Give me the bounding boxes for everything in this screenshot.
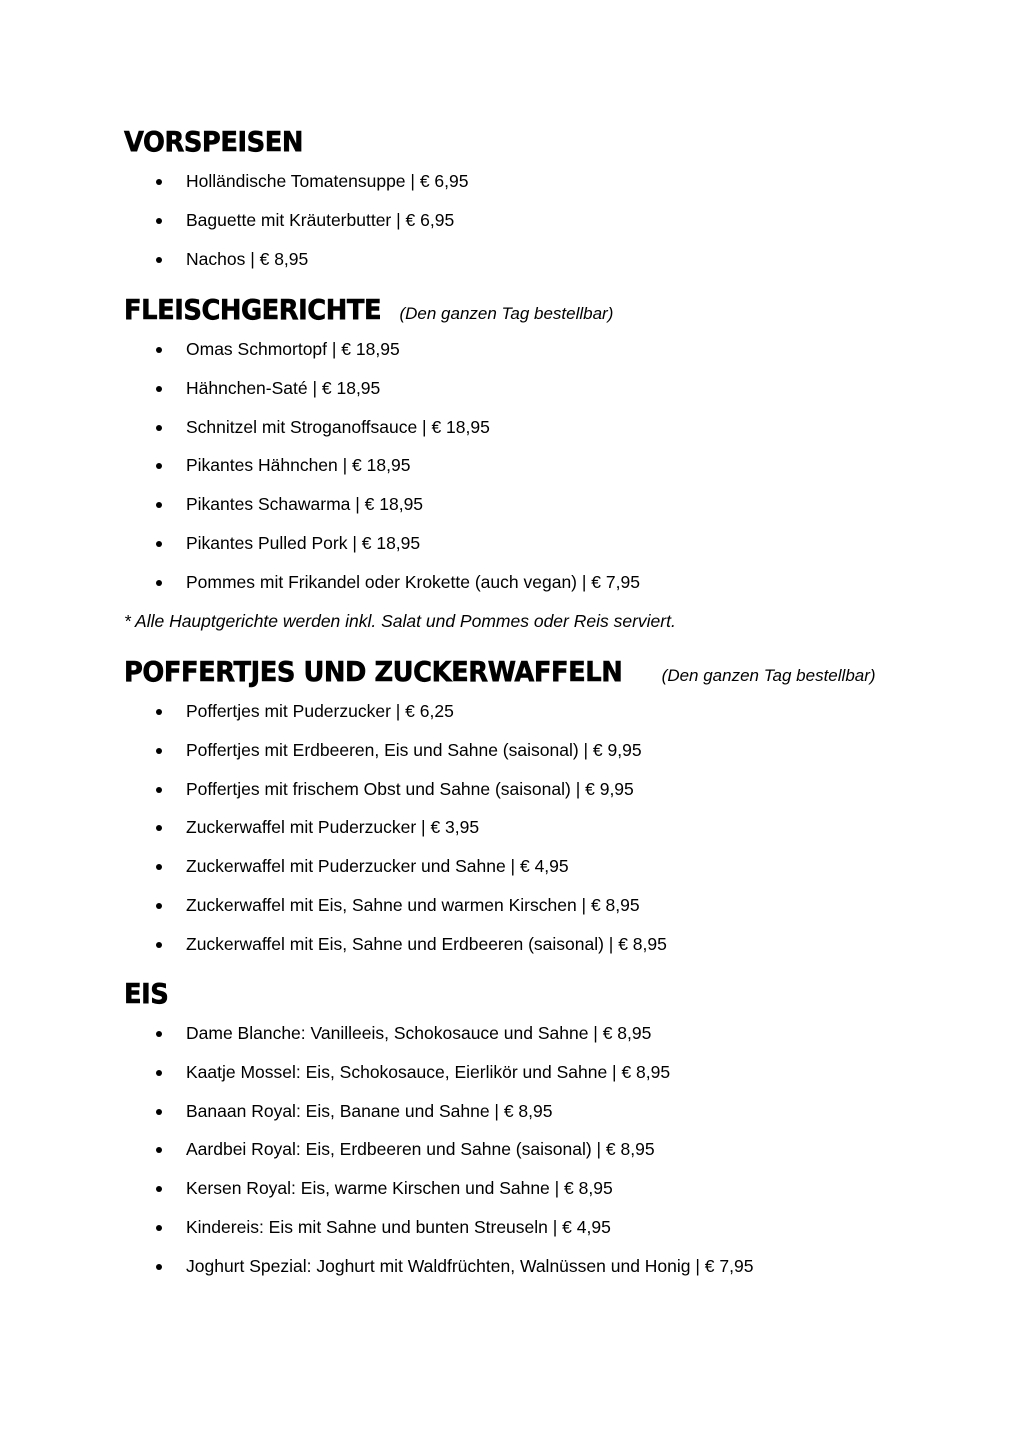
- menu-list: [124, 1014, 753, 1286]
- menu-item: Omas Schmortopf | € 18,95: [124, 330, 676, 369]
- menu-item: Baguette mit Kräuterbutter | € 6,95: [124, 201, 468, 240]
- section-heading: FLEISCHGERICHTE: [124, 293, 382, 326]
- footnote: * Alle Hauptgerichte werden inkl. Salat und Pommes oder Reis serviert.: [124, 610, 676, 631]
- menu-item: Banaan Royal: Eis, Banane und Sahne | € 8,95: [124, 1092, 753, 1131]
- section-vorspeisen: [124, 122, 468, 278]
- menu-item: Kersen Royal: Eis, warme Kirschen und Sahne | € 8,95: [124, 1169, 753, 1208]
- section-title-row: [124, 122, 468, 162]
- section-poffertjes: [124, 652, 876, 964]
- menu-item: Zuckerwaffel mit Puderzucker und Sahne | € 4,95: [124, 847, 876, 886]
- menu-item: Poffertjes mit Erdbeeren, Eis und Sahne (saisonal) | € 9,95: [124, 731, 876, 770]
- menu-item: Aardbei Royal: Eis, Erdbeeren und Sahne (saisonal) | € 8,95: [124, 1130, 753, 1169]
- section-note: (Den ganzen Tag bestellbar): [661, 666, 876, 685]
- menu-item: Poffertjes mit Puderzucker | € 6,25: [124, 692, 876, 731]
- section-eis: [124, 974, 753, 1286]
- menu-item: Schnitzel mit Stroganoffsauce | € 18,95: [124, 408, 676, 447]
- menu-item: Zuckerwaffel mit Eis, Sahne und warmen Kirschen | € 8,95: [124, 886, 876, 925]
- section-note: (Den ganzen Tag bestellbar): [399, 304, 614, 323]
- menu-item: Pikantes Schawarma | € 18,95: [124, 485, 676, 524]
- section-fleischgerichte: [124, 290, 676, 640]
- section-heading: VORSPEISEN: [124, 125, 303, 158]
- menu-item: Holländische Tomatensuppe | € 6,95: [124, 162, 468, 201]
- menu-list: [124, 692, 876, 964]
- section-title-row: [124, 290, 676, 330]
- section-heading: EIS: [124, 977, 169, 1010]
- menu-item: Zuckerwaffel mit Eis, Sahne und Erdbeeren (saisonal) | € 8,95: [124, 925, 876, 964]
- menu-item: Pikantes Pulled Pork | € 18,95: [124, 524, 676, 563]
- menu-item: Pikantes Hähnchen | € 18,95: [124, 446, 676, 485]
- menu-item: Kindereis: Eis mit Sahne und bunten Streuseln | € 4,95: [124, 1208, 753, 1247]
- menu-item: Joghurt Spezial: Joghurt mit Waldfrüchten, Walnüssen und Honig | € 7,95: [124, 1247, 753, 1286]
- menu-item: Hähnchen-Saté | € 18,95: [124, 369, 676, 408]
- menu-item: Dame Blanche: Vanilleeis, Schokosauce und Sahne | € 8,95: [124, 1014, 753, 1053]
- menu-item: Pommes mit Frikandel oder Krokette (auch vegan) | € 7,95: [124, 563, 676, 602]
- section-title-row: [124, 652, 876, 692]
- section-heading: POFFERTJES UND ZUCKERWAFFELN: [124, 655, 623, 688]
- menu-item: Nachos | € 8,95: [124, 240, 468, 279]
- menu-list: [124, 162, 468, 278]
- menu-item: Kaatje Mossel: Eis, Schokosauce, Eierlikör und Sahne | € 8,95: [124, 1053, 753, 1092]
- menu-item: Poffertjes mit frischem Obst und Sahne (saisonal) | € 9,95: [124, 770, 876, 809]
- menu-item: Zuckerwaffel mit Puderzucker | € 3,95: [124, 808, 876, 847]
- section-title-row: [124, 974, 753, 1014]
- menu-list: [124, 330, 676, 602]
